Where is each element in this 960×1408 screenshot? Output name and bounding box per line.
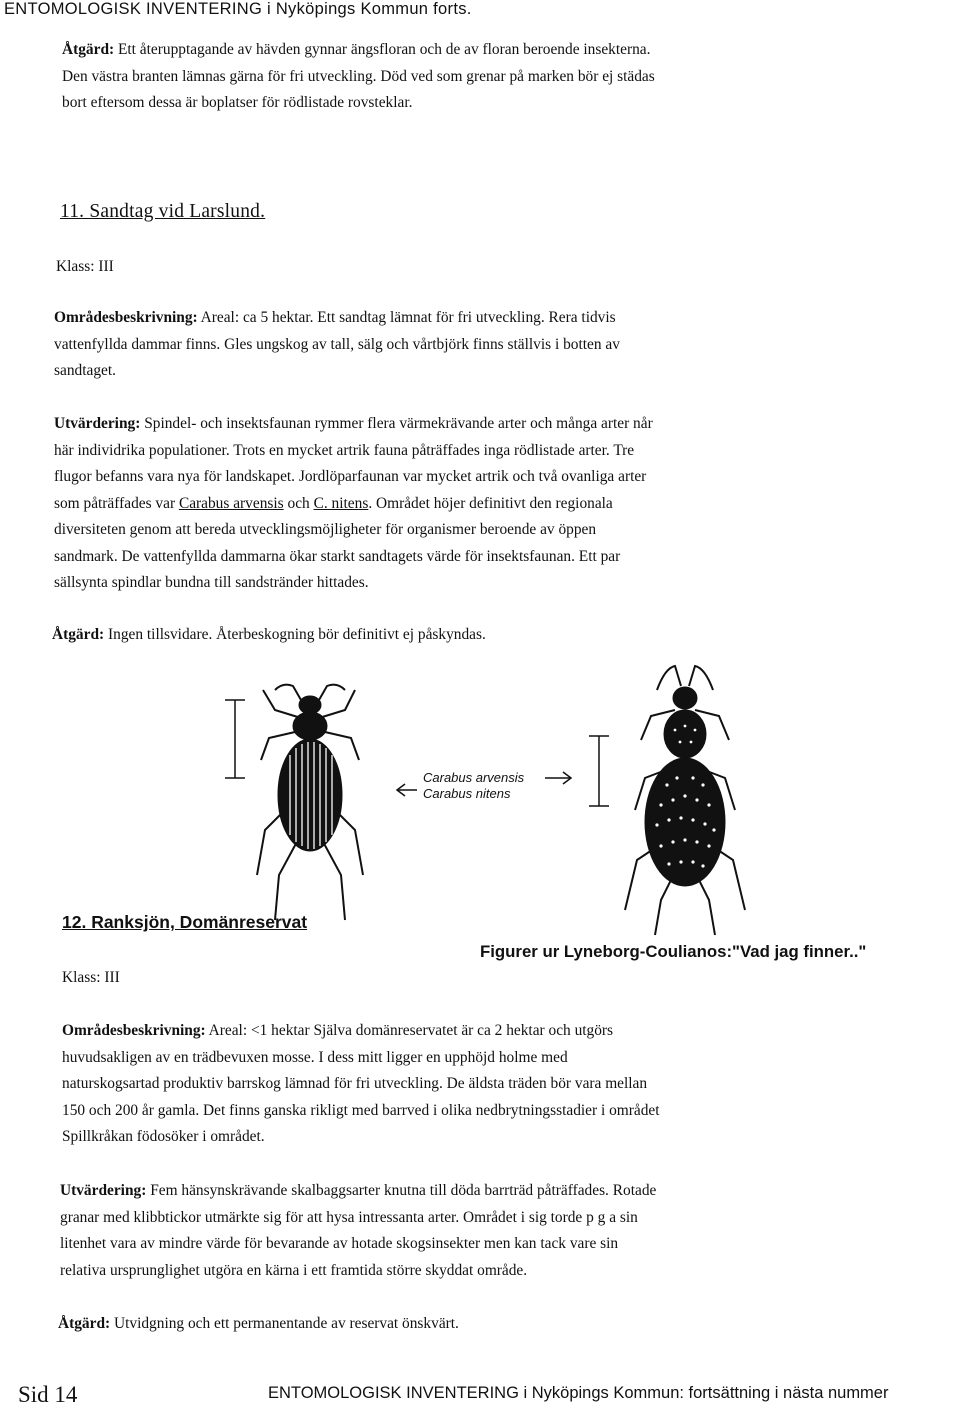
text-line: Spillkråkan födosöker i området. <box>62 1128 265 1145</box>
size-bar-right <box>589 736 609 806</box>
text-line: . Området höjer definitivt den regionala <box>368 494 613 512</box>
figure-caption: Figurer ur Lyneborg-Coulianos:"Vad jag finner.." <box>480 942 867 961</box>
beetle-illustration <box>205 660 915 960</box>
text-line: Ett återupptagande av hävden gynnar ängsfloran och de av floran beroende insekterna. <box>114 41 651 58</box>
section-11-utvardering <box>54 411 653 597</box>
page-number: Sid 14 <box>18 1382 78 1407</box>
text-line: litenhet vara av mindre värde för bevarande av hotade skogsinsekter men kan tack vare sin <box>60 1235 619 1252</box>
section-11-heading: 11. Sandtag vid Larslund. <box>60 201 266 222</box>
section-12-klass: Klass: III <box>62 969 120 986</box>
text-line: Utvidgning och ett permanentande av reservat önskvärt. <box>110 1315 459 1332</box>
section-11-omrade <box>54 305 620 385</box>
text-line: bort eftersom dessa är boplatser för rödlistade rovsteklar. <box>62 94 413 111</box>
species-name: Carabus arvensis <box>178 494 284 512</box>
text-line: flugor befanns vara nya för landskapet. Jordlöparfaunan var mycket artrik och två ovanliga arter <box>54 468 647 485</box>
beetle-figure <box>205 660 915 960</box>
text-line: som påträffades var <box>54 494 179 512</box>
section-12-heading: 12. Ranksjön, Domänreservat <box>62 912 308 932</box>
prev-atgard-paragraph <box>62 37 655 117</box>
utvardering-label: Utvärdering: <box>60 1182 147 1199</box>
text-line: sällsynta spindlar bundna till sandstränder hittades. <box>54 574 369 591</box>
text-line: Areal: ca 5 hektar. Ett sandtag lämnat för fri utveckling. Rera tidvis <box>197 309 616 326</box>
page-header: ENTOMOLOGISK INVENTERING i Nyköpings Kommun forts. <box>4 0 472 18</box>
figure-label-nitens: Carabus nitens <box>423 786 511 801</box>
arrow-right <box>545 772 571 784</box>
text-line: Ingen tillsvidare. Återbeskogning bör definitivt ej påskyndas. <box>104 626 486 643</box>
arrow-left <box>397 784 417 796</box>
text-line: Fem hänsynskrävande skalbaggsarter knutna till döda barrträd påträffades. Rotade <box>146 1182 657 1199</box>
beetle-nitens <box>625 666 745 935</box>
atgard-label: Åtgärd: <box>58 1315 111 1332</box>
utvardering-label: Utvärdering: <box>54 415 141 432</box>
omrade-label: Områdesbeskrivning: <box>62 1022 206 1039</box>
section-12-atgard <box>58 1311 459 1338</box>
beetle-arvensis <box>257 685 363 920</box>
atgard-label: Åtgärd: <box>62 41 115 58</box>
text-line: Areal: <1 hektar Själva domänreservatet är ca 2 hektar och utgörs <box>205 1022 614 1039</box>
figure-label-arvensis: Carabus arvensis <box>423 770 525 785</box>
running-footer: ENTOMOLOGISK INVENTERING i Nyköpings Kommun: fortsättning i nästa nummer <box>268 1384 889 1402</box>
text-line: huvudsakligen av en trädbevuxen mosse. I dess mitt ligger en upphöjd holme med <box>62 1048 568 1066</box>
atgard-label: Åtgärd: <box>52 626 105 643</box>
section-12-utvardering <box>60 1178 656 1284</box>
text-line: vattenfyllda dammar finns. Gles ungskog av tall, sälg och vårtbjörk finns ställvis i botten av <box>54 335 620 353</box>
text-line: och <box>283 494 314 512</box>
text-line: diversiteten genom att bereda utvecklingsmöjligheter för organismer beroende av öppen <box>54 521 597 538</box>
text-line: Spindel- och insektsfaunan rymmer flera värmekrävande arter och många arter når <box>140 415 653 432</box>
section-11-klass: Klass: III <box>56 258 114 275</box>
text-line: naturskogsartad produktiv barrskog lämnad för fri utveckling. De äldsta träden bör vara mellan <box>62 1075 648 1092</box>
text-line: 150 och 200 år gamla. Det finns ganska rikligt med barrved i olika nedbrytningsstadier i området <box>62 1101 660 1119</box>
size-bar-left <box>225 700 245 778</box>
section-12-omrade <box>62 1018 660 1151</box>
species-name: C. nitens <box>313 494 369 512</box>
text-line: här individrika populationer. Trots en mycket artrik fauna påträffades inga rödlistade arter. Tre <box>54 441 635 459</box>
text-line: Den västra branten lämnas gärna för fri utveckling. Död ved som grenar på marken bör ej städas <box>62 67 655 85</box>
text-line: sandtaget. <box>54 362 116 379</box>
text-line: sandmark. De vattenfyllda dammarna ökar starkt sandtagets värde för insektsfaunan. Ett par <box>54 547 621 565</box>
section-11-atgard <box>52 622 486 649</box>
text-line: relativa ursprunglighet utgöra en kärna i ett framtida större skyddat område. <box>60 1261 528 1279</box>
omrade-label: Områdesbeskrivning: <box>54 309 198 326</box>
text-line: granar med klibbtickor utmärkte sig för att hysa intressanta arter. Området i sig torde p g a sin <box>60 1208 638 1226</box>
